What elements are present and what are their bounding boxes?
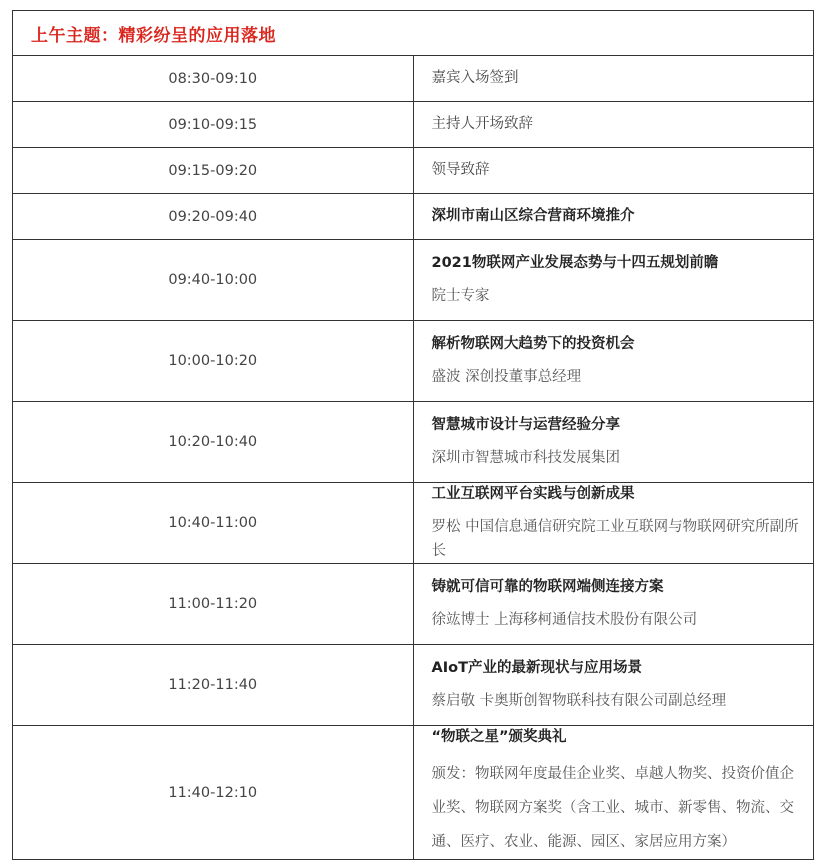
session-header-row: [13, 11, 814, 56]
desc-cell: [413, 645, 814, 726]
desc-cell: [413, 726, 814, 860]
item-title: 领导致辞: [431, 161, 490, 178]
item-title: 解析物联网大趋势下的投资机会: [431, 335, 635, 352]
desc-cell: [413, 194, 814, 240]
time-cell: 09:10-09:15: [13, 102, 414, 148]
table-row: [13, 194, 814, 240]
table-row: [13, 726, 814, 860]
table-row: [13, 483, 814, 564]
time-cell: 10:40-11:00: [13, 483, 414, 564]
desc-cell: [413, 56, 814, 102]
item-title: 深圳市南山区综合营商环境推介: [431, 207, 635, 224]
item-speaker: 盛波 深创投董事总经理: [431, 369, 582, 385]
item-title: 2021物联网产业发展态势与十四五规划前瞻: [431, 254, 719, 271]
table-row: [13, 102, 814, 148]
item-title: “物联之星”颁奖典礼: [431, 729, 567, 745]
item-speaker: 徐竑博士 上海移柯通信技术股份有限公司: [431, 612, 698, 628]
desc-cell: [413, 402, 814, 483]
table-row: [13, 240, 814, 321]
time-cell: 11:40-12:10: [13, 726, 414, 860]
session-header: 上午主题：精彩纷呈的应用落地: [13, 11, 814, 56]
item-speaker: 深圳市智慧城市科技发展集团: [431, 450, 620, 466]
time-cell: 10:20-10:40: [13, 402, 414, 483]
agenda-table: [12, 10, 814, 860]
desc-cell: [413, 321, 814, 402]
item-title: 铸就可信可靠的物联网端侧连接方案: [431, 578, 664, 595]
item-title: 主持人开场致辞: [431, 115, 533, 132]
time-cell: 09:40-10:00: [13, 240, 414, 321]
item-title: AIoT产业的最新现状与应用场景: [431, 659, 642, 676]
time-cell: 09:20-09:40: [13, 194, 414, 240]
desc-cell: [413, 564, 814, 645]
time-cell: 11:00-11:20: [13, 564, 414, 645]
desc-cell: [413, 483, 814, 564]
time-cell: 09:15-09:20: [13, 148, 414, 194]
table-row: [13, 645, 814, 726]
desc-cell: [413, 240, 814, 321]
item-speaker: 罗松 中国信息通信研究院工业互联网与物联网研究所副所长: [431, 519, 799, 559]
item-speaker: 蔡启敬 卡奥斯创智物联科技有限公司副总经理: [431, 693, 727, 709]
item-awards: 颁发：物联网年度最佳企业奖、卓越人物奖、投资价值企业奖、物联网方案奖（含工业、城市、新零售、物流、交通、医疗、农业、能源、园区、家居应用方案）: [431, 766, 794, 851]
table-row: [13, 564, 814, 645]
table-row: [13, 56, 814, 102]
item-speaker: 院士专家: [431, 288, 490, 304]
table-row: [13, 148, 814, 194]
desc-cell: [413, 148, 814, 194]
item-title: 工业互联网平台实践与创新成果: [431, 486, 635, 503]
item-title: 智慧城市设计与运营经验分享: [431, 416, 620, 433]
time-cell: 08:30-09:10: [13, 56, 414, 102]
item-title: 嘉宾入场签到: [431, 69, 519, 86]
time-cell: 11:20-11:40: [13, 645, 414, 726]
desc-cell: [413, 102, 814, 148]
table-row: [13, 321, 814, 402]
time-cell: 10:00-10:20: [13, 321, 414, 402]
table-row: [13, 402, 814, 483]
